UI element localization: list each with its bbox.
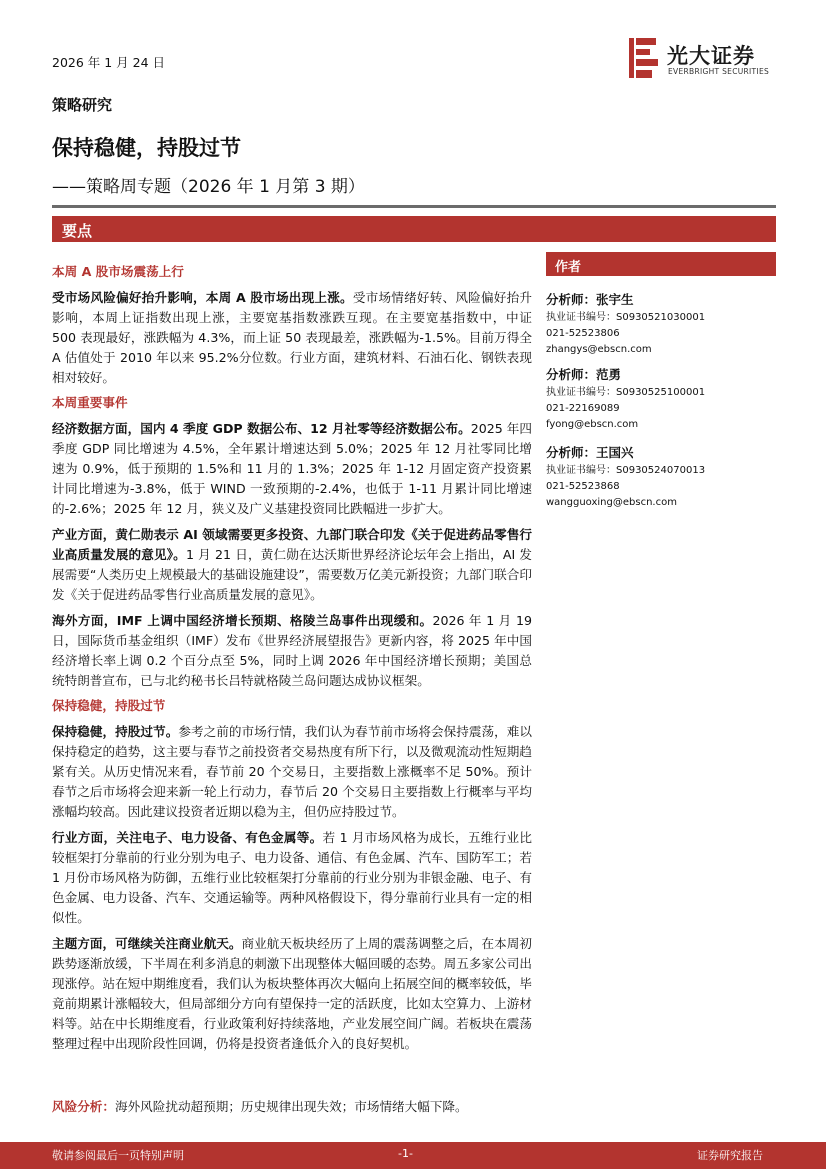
- section-label: 策略研究: [52, 96, 113, 114]
- section-heading: 本周重要事件: [52, 395, 128, 410]
- analyst-card: [546, 444, 776, 511]
- paragraph-text: 1 月 21 日，黄仁勋在达沃斯世界经济论坛年会上指出，AI 发展需要“人类历史上规模最大的基础设施建设”，需要数万亿美元新投资；九部门联合印发《关于促进药品零售行业高质量发展的意见》。: [52, 547, 532, 602]
- paragraph-text: 受市场情绪好转、风险偏好抬升影响，本周上证指数出现上涨，主要宽基指数涨跌互现。在主要宽基指数中，中证 500 表现最好，涨跌幅为 4.3%，而上证 50 表现最差，涨跌幅为-1.5%。目前万得全 A 估值处于 2010 年以来 95.2%分位数。行业方面，建筑材料、石油石化、钢铁表现相对较好。: [52, 290, 533, 385]
- paragraph-lead: 受市场风险偏好抬升影响，本周 A 股市场出现上涨。: [52, 290, 353, 305]
- paragraph-lead: 行业方面，关注电子、电力设备、有色金属等。: [52, 830, 323, 845]
- everbright-logo-mark-icon: [627, 36, 661, 80]
- analyst-card: [546, 291, 776, 358]
- section-heading: 保持稳健，持股过节: [52, 698, 166, 713]
- everbright-logo: [627, 36, 787, 84]
- paragraph-lead: 产业方面，黄仁勋表示 AI 领域需要更多投资、九部门联合印发《关于促进药品零售行业高质量发展的意见》。: [52, 527, 532, 562]
- paragraph: [52, 722, 532, 822]
- paragraph-text: 参考之前的市场行情，我们认为春节前市场将会保持震荡，难以保持稳定的趋势，这主要与春节之前投资者交易热度有所下行，以及微观流动性短期趋紧有关。从历史情况来看，春节前 20 个交易日，主要指数上涨概率不足 50%。预计春节之后市场将会迎来新一轮上行动力，春节后 20 个交易日主要指数上行概率与平均涨幅均较高。因此建议投资者近期以稳为主，但仍应持股过节。: [52, 724, 533, 819]
- report-title: 保持稳健，持股过节: [52, 136, 241, 160]
- footer-disclaimer: 敬请参阅最后一页特别声明: [52, 1149, 184, 1162]
- title-divider: [52, 205, 776, 208]
- paragraph: [52, 934, 532, 1054]
- risk-label: 风险分析：: [52, 1099, 115, 1114]
- analyst-phone: 021-22169089: [546, 403, 620, 414]
- keypoints-banner: [52, 216, 776, 242]
- analyst-email[interactable]: zhangys@ebscn.com: [546, 344, 652, 355]
- analyst-email[interactable]: wangguoxing@ebscn.com: [546, 497, 677, 508]
- risk-analysis: [52, 1096, 468, 1115]
- paragraph: [52, 288, 532, 388]
- paragraph-lead: 保持稳健，持股过节。: [52, 724, 179, 739]
- paragraph-lead: 主题方面，可继续关注商业航天。: [52, 936, 242, 951]
- analyst-cert: 执业证书编号：S0930521030001: [546, 312, 706, 323]
- report-subtitle: ——策略周专题（2026 年 1 月第 3 期）: [52, 177, 365, 197]
- paragraph: [52, 828, 532, 928]
- paragraph-lead: 经济数据方面，国内 4 季度 GDP 数据公布、12 月社零等经济数据公布。: [52, 421, 471, 436]
- analyst-phone: 021-52523806: [546, 328, 620, 339]
- analyst-name: 分析师：王国兴: [546, 445, 634, 460]
- analyst-cert: 执业证书编号：S0930524070013: [546, 465, 706, 476]
- section-heading: 本周 A 股市场震荡上行: [52, 264, 184, 279]
- author-banner: [546, 252, 776, 276]
- paragraph-text: 2026 年 1 月 19 日，国际货币基金组织（IMF）发布《世界经济展望报告》更新内容，将 2025 年中国经济增长率上调 0.2 个百分点至 5%，同时上调 2026 年中国经济增长预期；美国总统特朗普宣布，已与北约秘书长吕特就格陵兰岛问题达成协议框架。: [52, 613, 532, 688]
- paragraph: [52, 525, 532, 605]
- analyst-card: [546, 366, 776, 433]
- analyst-name: 分析师：范勇: [546, 367, 622, 382]
- analyst-cert: 执业证书编号：S0930525100001: [546, 387, 706, 398]
- report-date: 2026 年 1 月 24 日: [52, 55, 166, 70]
- footer-report-type: 证券研究报告: [697, 1149, 763, 1162]
- paragraph-text: 商业航天板块经历了上周的震荡调整之后，在本周初跌势逐渐放缓，下半周在利多消息的刺激下出现整体大幅回暖的态势。周五多家公司出现涨停。站在短中期维度看，我们认为板块整体再次大幅向上拓展空间的概率较低，毕竟前期累计涨幅较大，但局部细分方向有望保持一定的活跃度，比如太空算力、上游材料等。站在中长期维度看，行业政策利好持续落地，产业发展空间广阔。若板块在震荡整理过程中出现阶段性回调，仍将是投资者逢低介入的良好契机。: [52, 936, 533, 1051]
- footer-page-number: -1-: [398, 1147, 413, 1160]
- analyst-name: 分析师：张宇生: [546, 292, 634, 307]
- logo-english-text: EVERBRIGHT SECURITIES: [668, 67, 770, 76]
- paragraph: [52, 611, 532, 691]
- paragraph-text: 若 1 月市场风格为成长，五维行业比较框架打分靠前的行业分别为电子、电力设备、通信、有色金属、汽车、国防军工；若 1 月份市场风格为防御，五维行业比较框架打分靠前的行业分别为非银金融、电子、有色金属、电力设备、汽车、交通运输等。两种风格假设下，得分靠前行业具有一定的相似性。: [52, 830, 532, 925]
- logo-chinese-text: 光大证券: [667, 44, 755, 68]
- author-label: 作者: [555, 260, 582, 275]
- analyst-phone: 021-52523868: [546, 481, 620, 492]
- paragraph: [52, 419, 532, 519]
- keypoints-label: 要点: [62, 222, 93, 240]
- analyst-email[interactable]: fyong@ebscn.com: [546, 419, 639, 430]
- paragraph-lead: 海外方面，IMF 上调中国经济增长预期、格陵兰岛事件出现缓和。: [52, 613, 433, 628]
- paragraph-text: 2025 年四季度 GDP 同比增速为 4.5%，全年累计增速达到 5.0%；2025 年 12 月社零同比增速为 0.9%，低于预期的 1.5%和 11 月的 1.3%；2025 年 1-12 月固定资产投资累计同比增速为-3.8%，低于 WIND 一致预期的-2.4%，也低于 1-11 月累计同比增速的-2.6%；2025 年 12 月，狭义及广义基建投资同比跌幅进一步扩大。: [52, 421, 532, 516]
- main-content: [52, 262, 532, 1054]
- risk-text: 海外风险扰动超预期；历史规律出现失效；市场情绪大幅下降。: [114, 1099, 468, 1114]
